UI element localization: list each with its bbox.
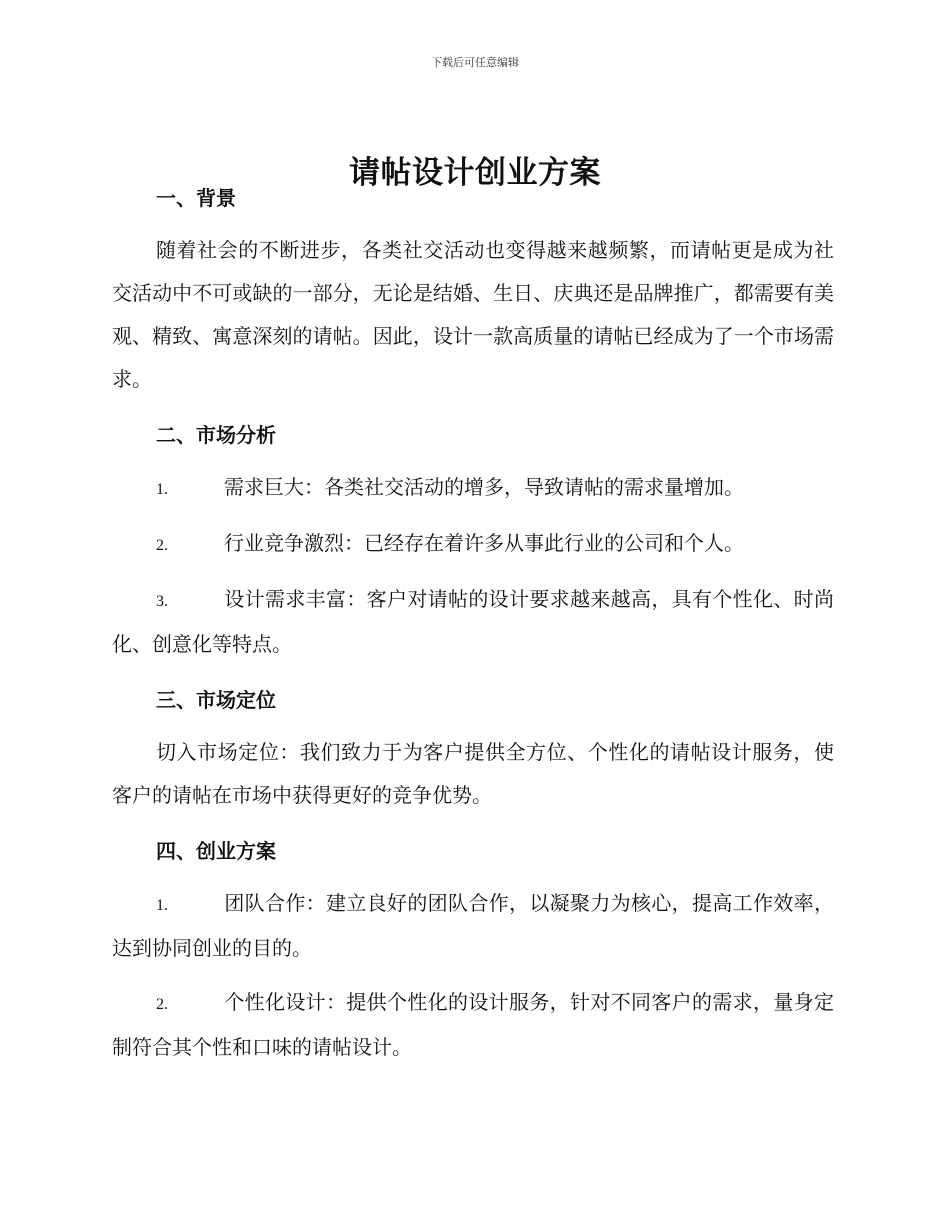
list-item	[112, 522, 834, 567]
list-item	[112, 466, 834, 511]
list-item	[112, 981, 834, 1069]
positioning-paragraph: 切入市场定位：我们致力于为客户提供全方位、个性化的请帖设计服务，使客户的请帖在市场中获得更好的竞争优势。	[112, 740, 834, 807]
section-heading-background: 一、背景	[156, 186, 236, 210]
list-number: 2.	[156, 996, 168, 1013]
list-item-text: 需求巨大：各类社交活动的增多，导致请帖的需求量增加。	[224, 475, 744, 499]
list-item	[112, 578, 834, 666]
page-header-note: 下载后可任意编辑	[431, 56, 519, 69]
list-item-text: 行业竞争激烈：已经存在着许多从事此行业的公司和个人。	[224, 531, 744, 555]
list-item-text: 设计需求丰富：客户对请帖的设计要求越来越高，具有个性化、时尚化、创意化等特点。	[112, 587, 834, 656]
section-heading-positioning: 三、市场定位	[156, 688, 276, 712]
section-heading-plan: 四、创业方案	[156, 839, 276, 863]
list-item-text: 团队合作：建立良好的团队合作，以凝聚力为核心，提高工作效率，达到协同创业的目的。	[112, 891, 834, 960]
list-item	[112, 882, 834, 970]
section-heading-market-analysis: 二、市场分析	[156, 423, 276, 447]
list-number: 1.	[156, 897, 168, 914]
document-title: 请帖设计创业方案	[349, 154, 601, 191]
document-body	[112, 178, 834, 1069]
list-number: 1.	[156, 481, 168, 498]
list-item-text: 个性化设计：提供个性化的设计服务，针对不同客户的需求，量身定制符合其个性和口味的请帖设计。	[112, 990, 834, 1059]
background-paragraph: 随着社会的不断进步，各类社交活动也变得越来越频繁，而请帖更是成为社交活动中不可或缺的一部分，无论是结婚、生日、庆典还是品牌推广，都需要有美观、精致、寓意深刻的请帖。因此，设计一款高质量的请帖已经成为了一个市场需求。	[112, 238, 834, 391]
list-number: 3.	[156, 593, 168, 610]
list-number: 2.	[156, 537, 168, 554]
